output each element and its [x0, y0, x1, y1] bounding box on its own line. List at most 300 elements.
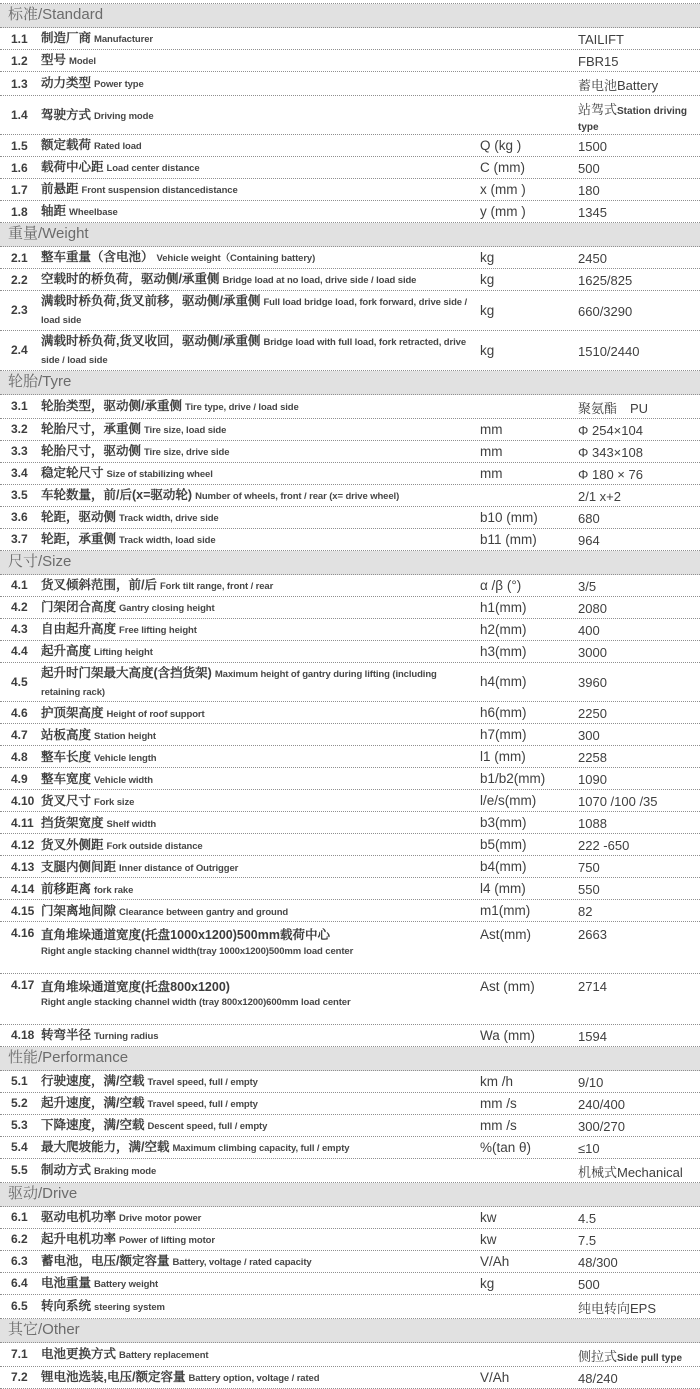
spec-row: [0, 1273, 700, 1295]
spec-row: [0, 663, 700, 703]
spec-section: [0, 1047, 700, 1183]
row-number: 5.2: [11, 1096, 28, 1111]
row-value-main: 1070 /100 /35: [578, 794, 658, 810]
row-number: 1.2: [11, 53, 28, 68]
row-label: [41, 814, 480, 832]
row-value: [578, 1296, 700, 1317]
row-value-main: 680: [578, 510, 600, 526]
row-value: [578, 487, 700, 504]
row-label-zh: 制造厂商: [41, 31, 92, 46]
row-unit: km /h: [480, 1073, 514, 1089]
row-number: 4.12: [11, 837, 35, 852]
row-unit: h7(mm): [480, 727, 527, 743]
row-value: [578, 443, 700, 460]
row-label-zh: 站板高度: [41, 727, 92, 742]
row-unit: h3(mm): [480, 643, 527, 659]
row-value-main: 2714: [578, 978, 607, 994]
row-unit: b1/b2(mm): [480, 771, 546, 787]
row-unit: Q (kg ): [480, 138, 522, 153]
row-number: 4.4: [11, 644, 28, 659]
row-unit: Ast(mm): [480, 927, 531, 943]
row-label-zh: 挡货架宽度: [41, 815, 104, 830]
row-value: [578, 902, 700, 919]
row-label-en: Turning radius: [94, 1031, 159, 1043]
row-value-main: 3000: [578, 644, 607, 660]
row-number: 4.18: [11, 1028, 35, 1043]
row-label-en: Right angle stacking channel width(tray 1000x1200)500mm load center: [41, 945, 354, 957]
row-label: [41, 1252, 480, 1270]
row-label-en: Tire size, drive side: [144, 446, 230, 458]
row-label-zh: 下降速度，满/空载: [41, 1118, 145, 1133]
row-value-main: 500: [578, 1276, 600, 1292]
row-number: 5.4: [11, 1140, 28, 1155]
row-label: [41, 704, 480, 722]
row-label-en: Free lifting height: [119, 624, 197, 636]
row-label-zh: 动力类型: [41, 76, 92, 91]
row-unit: h2(mm): [480, 621, 527, 637]
row-value: [578, 52, 700, 69]
row-value: [578, 1139, 700, 1156]
row-label-en: Vehicle weight（Containing battery): [156, 253, 316, 265]
row-value: [578, 396, 700, 417]
row-label-zh: 轮胎类型，驱动侧/承重侧: [41, 398, 182, 413]
row-number: 7.2: [11, 1370, 28, 1385]
row-unit: l4 (mm): [480, 881, 526, 897]
spec-row: [0, 1295, 700, 1319]
spec-row: [0, 1025, 700, 1047]
row-unit: kg: [480, 250, 495, 265]
row-unit: y (mm ): [480, 204, 526, 219]
row-label-zh: 前移距离: [41, 881, 92, 896]
row-unit: b3(mm): [480, 815, 527, 831]
spec-row: [0, 834, 700, 856]
row-label-en: Shelf width: [106, 818, 157, 830]
row-label-en: Track width, drive side: [119, 512, 219, 524]
spec-row: [0, 419, 700, 441]
row-label: [41, 158, 480, 176]
row-value-main: 聚氨酯 PU: [578, 400, 649, 416]
row-value: [578, 97, 700, 133]
row-label-zh: 支腿内侧间距: [41, 859, 117, 874]
spec-row: [0, 724, 700, 746]
row-number: 6.5: [11, 1299, 28, 1314]
section-rows: [0, 28, 700, 223]
row-label-zh: 轮胎尺寸，驱动侧: [41, 443, 142, 458]
row-label-zh: 货叉外侧距: [41, 837, 104, 852]
row-value-main: 300/270: [578, 1118, 625, 1134]
row-label-zh: 转向系统: [41, 1299, 92, 1314]
row-unit: mm: [480, 421, 503, 437]
row-label: [41, 1161, 480, 1179]
row-value: [578, 1275, 700, 1292]
row-label: [41, 29, 480, 47]
spec-row: [0, 974, 700, 1025]
row-value: [578, 159, 700, 176]
spec-section: [0, 1319, 700, 1389]
row-number: 4.10: [11, 793, 35, 808]
row-label: [41, 74, 480, 92]
row-label-en: Travel speed, full / empty: [147, 1099, 258, 1111]
spec-row: [0, 247, 700, 269]
row-label-en: Number of wheels, front / rear (x= drive wheel): [195, 490, 400, 502]
row-label-en: Station height: [94, 730, 156, 742]
row-label: [41, 726, 480, 744]
row-value: [578, 509, 700, 526]
row-label-en: Height of roof support: [106, 708, 205, 720]
row-value: [578, 249, 700, 266]
row-label-zh: 自由起升高度: [41, 621, 117, 636]
row-label-en: Inner distance of Outrigger: [119, 862, 239, 874]
row-label-zh: 驱动电机功率: [41, 1210, 117, 1225]
row-label-zh: 型号: [41, 53, 67, 68]
row-label: [41, 1026, 480, 1044]
spec-row: [0, 1207, 700, 1229]
row-number: 5.3: [11, 1118, 28, 1133]
row-value-main: 2/1 x+2: [578, 488, 622, 504]
row-value-main: 1088: [578, 816, 607, 832]
row-label-en: Gantry closing height: [119, 602, 215, 614]
row-number: 1.6: [11, 160, 28, 175]
row-number: 4.15: [11, 903, 35, 918]
row-label-en: fork rake: [94, 884, 134, 896]
row-value-main: 300: [578, 728, 600, 744]
row-label-en: Battery replacement: [119, 1350, 209, 1362]
row-unit: h1(mm): [480, 599, 527, 615]
row-label-zh: 制动方式: [41, 1163, 92, 1178]
row-label: [41, 442, 480, 460]
row-label-zh: 蓄电池，电压/额定容量: [41, 1254, 170, 1269]
row-label-zh: 货叉倾斜范围，前/后: [41, 577, 157, 592]
row-unit: x (mm ): [480, 182, 526, 197]
row-label-en: Battery weight: [94, 1279, 159, 1291]
row-value-small: Side pull type: [617, 1352, 683, 1364]
row-value-main: 222 -650: [578, 838, 630, 854]
row-unit: α /β (°): [480, 577, 522, 593]
row-label-en: Lifting height: [94, 646, 153, 658]
spec-section: [0, 371, 700, 551]
row-number: 6.3: [11, 1254, 28, 1269]
row-label: [41, 180, 480, 198]
row-label-en: Model: [69, 56, 96, 68]
row-value-main: FBR15: [578, 54, 619, 69]
row-unit: m1(mm): [480, 903, 531, 919]
row-label: [41, 1230, 480, 1248]
row-value: [578, 271, 700, 288]
row-value: [578, 1117, 700, 1134]
row-value: [578, 302, 700, 319]
row-label-zh: 门架闭合高度: [41, 599, 117, 614]
row-number: 4.6: [11, 705, 28, 720]
row-label-zh: 门架离地间隙: [41, 903, 117, 918]
row-value-main: 7.5: [578, 1232, 597, 1248]
row-label: [41, 978, 480, 1009]
spec-row: [0, 291, 700, 331]
row-value-main: 1594: [578, 1028, 607, 1044]
row-label-zh: 轮胎尺寸，承重侧: [41, 421, 142, 436]
row-unit: mm /s: [480, 1117, 517, 1133]
row-label-en: Vehicle width: [94, 774, 153, 786]
row-label-zh: 满载时桥负荷,货叉收回，驱动侧/承重侧: [41, 333, 261, 348]
row-value-main: 1510/2440: [578, 343, 640, 359]
row-number: 2.2: [11, 272, 28, 287]
row-label-zh: 整车长度: [41, 749, 92, 764]
row-value: [578, 1369, 700, 1386]
spec-row: [0, 1159, 700, 1183]
row-label-en: Bridge load with full load, fork retracted, drive side / load side: [41, 336, 467, 367]
row-unit: kg: [480, 1275, 495, 1291]
spec-row: [0, 1071, 700, 1093]
row-label-zh: 货叉尺寸: [41, 793, 92, 808]
row-unit: mm: [480, 465, 503, 481]
row-value-main: 750: [578, 860, 600, 876]
row-value-main: 400: [578, 622, 600, 638]
row-label: [41, 202, 480, 220]
row-label-zh: 最大爬坡能力，满/空载: [41, 1140, 170, 1155]
row-value: [578, 880, 700, 897]
row-label: [41, 136, 480, 154]
row-label-en: Battery, voltage / rated capacity: [172, 1257, 312, 1269]
row-label: [41, 880, 480, 898]
row-label-en: Front suspension distancedistance: [81, 185, 238, 197]
row-label: [41, 858, 480, 876]
row-label-zh: 车轮数量，前/后(x=驱动轮): [41, 487, 193, 502]
row-value: [578, 1344, 700, 1365]
row-label-zh: 起升高度: [41, 643, 92, 658]
row-value: [578, 1160, 700, 1181]
row-value-main: Φ 343×108: [578, 444, 643, 460]
row-label-zh: 电池更换方式: [41, 1347, 117, 1362]
row-value-main: 48/240: [578, 1370, 618, 1386]
row-number: 4.1: [11, 578, 28, 593]
row-unit: b4(mm): [480, 859, 527, 875]
spec-row: [0, 1367, 700, 1389]
row-unit: %(tan θ): [480, 1139, 532, 1155]
row-unit: Wa (mm): [480, 1027, 535, 1043]
spec-row: [0, 812, 700, 834]
row-number: 2.4: [11, 343, 28, 358]
row-unit: kg: [480, 302, 495, 318]
row-number: 4.9: [11, 771, 28, 786]
row-value: [578, 181, 700, 198]
row-unit: l/e/s(mm): [480, 793, 537, 809]
row-value: [578, 792, 700, 809]
row-value-main: 2258: [578, 750, 607, 766]
row-value-main: ≤10: [578, 1140, 600, 1156]
row-label: [41, 270, 480, 288]
row-value-main: 2080: [578, 600, 607, 616]
spec-row: [0, 507, 700, 529]
row-label: [41, 770, 480, 788]
row-label-en: Driving mode: [94, 110, 154, 122]
row-value: [578, 643, 700, 660]
row-label-en: Fork outside distance: [106, 840, 203, 852]
row-unit: V/Ah: [480, 1253, 510, 1269]
row-value: [578, 704, 700, 721]
spec-row: [0, 922, 700, 973]
row-label-zh: 转弯半径: [41, 1028, 92, 1043]
row-unit: C (mm): [480, 160, 525, 175]
row-label-zh: 直角堆垛通道宽度(托盘1000x1200)500mm载荷中心: [41, 928, 330, 943]
row-label: [41, 576, 480, 594]
spec-row: [0, 619, 700, 641]
spec-row: [0, 1115, 700, 1137]
row-value-main: 2450: [578, 251, 607, 266]
row-value-main: 2663: [578, 927, 607, 943]
row-number: 7.1: [11, 1347, 28, 1362]
row-value-main: 48/300: [578, 1254, 618, 1270]
row-label: [41, 1297, 480, 1315]
row-label-zh: 驾驶方式: [41, 107, 92, 122]
row-label: [41, 792, 480, 810]
spec-row: [0, 50, 700, 72]
row-label-en: Manufacturer: [94, 34, 153, 46]
row-value-small: Station driving type: [578, 106, 688, 133]
spec-row: [0, 331, 700, 371]
section-rows: [0, 1343, 700, 1389]
row-label-en: Maximum height of gantry during lifting (including retaining rack): [41, 668, 437, 698]
row-number: 4.11: [11, 815, 34, 830]
row-number: 3.3: [11, 444, 28, 459]
row-value-main: 纯电转向EPS: [578, 1300, 657, 1316]
row-value-main: 2250: [578, 706, 607, 722]
row-unit: b10 (mm): [480, 509, 538, 525]
row-label-en: Clearance between gantry and ground: [119, 906, 289, 918]
row-number: 6.4: [11, 1276, 28, 1291]
row-value-main: 1500: [578, 139, 607, 154]
row-number: 3.4: [11, 466, 28, 481]
row-value-main: 240/400: [578, 1096, 625, 1112]
row-label-en: Right angle stacking channel width (tray 800x1200)600mm load center: [41, 997, 351, 1009]
row-label-en: Size of stabilizing wheel: [106, 468, 213, 480]
row-label: [41, 1116, 480, 1134]
row-number: 4.7: [11, 727, 28, 742]
row-value: [578, 770, 700, 787]
row-label: [41, 248, 480, 266]
row-value: [578, 814, 700, 831]
row-value: [578, 342, 700, 359]
section-rows: [0, 1207, 700, 1319]
row-value-main: 蓄电池Battery: [578, 78, 659, 93]
row-value-main: 660/3290: [578, 303, 633, 319]
spec-row: [0, 856, 700, 878]
spec-row: [0, 900, 700, 922]
row-value: [578, 621, 700, 638]
row-value: [578, 1027, 700, 1044]
row-label: [41, 1368, 480, 1386]
row-label-zh: 额定载荷: [41, 138, 92, 153]
row-label-en: Tire type, drive / load side: [184, 401, 299, 413]
row-unit: l1 (mm): [480, 749, 526, 765]
row-value-main: 机械式Mechanical: [578, 1164, 683, 1180]
section-header: 轮胎/Tyre: [0, 371, 700, 395]
row-unit: V/Ah: [480, 1369, 510, 1385]
row-number: 3.2: [11, 422, 28, 437]
row-label-zh: 载荷中心距: [41, 160, 104, 175]
row-label: [41, 1072, 480, 1090]
row-label-zh: 行驶速度，满/空载: [41, 1074, 145, 1089]
row-label-zh: 起升速度，满/空载: [41, 1096, 145, 1111]
row-value: [578, 599, 700, 616]
section-header: 性能/Performance: [0, 1047, 700, 1071]
row-label: [41, 530, 480, 548]
row-unit: b11 (mm): [480, 531, 537, 547]
row-label-zh: 轮距，驱动侧: [41, 509, 117, 524]
row-value: [578, 421, 700, 438]
row-value: [578, 926, 700, 942]
spec-row: [0, 179, 700, 201]
spec-section: [0, 551, 700, 1047]
row-label-en: Drive motor power: [119, 1213, 202, 1225]
row-label-en: Track width, load side: [119, 534, 216, 546]
row-label-zh: 起升电机功率: [41, 1232, 117, 1247]
row-value: [578, 836, 700, 853]
spec-row: [0, 135, 700, 157]
row-number: 1.8: [11, 204, 28, 219]
row-value-main: Φ 254×104: [578, 422, 643, 438]
row-value: [578, 203, 700, 220]
section-rows: [0, 575, 700, 1047]
row-label-zh: 轮距，承重侧: [41, 531, 117, 546]
row-unit: kw: [480, 1231, 497, 1247]
row-number: 4.8: [11, 749, 28, 764]
spec-row: [0, 96, 700, 135]
row-label: [41, 902, 480, 920]
row-number: 5.1: [11, 1074, 28, 1089]
spec-row: [0, 1229, 700, 1251]
row-number: 3.1: [11, 399, 28, 414]
row-label-en: Full load bridge load, fork forward, drive side / load side: [41, 297, 468, 327]
row-label-zh: 锂电池选装,电压/额定容量: [41, 1370, 186, 1385]
spec-row: [0, 1343, 700, 1367]
spec-row: [0, 575, 700, 597]
spec-table: [0, 3, 700, 1389]
row-number: 3.6: [11, 510, 28, 525]
row-value: [578, 1253, 700, 1270]
row-label: [41, 508, 480, 526]
row-label-zh: 起升时门架最大高度(含挡货架): [41, 665, 212, 680]
spec-row: [0, 529, 700, 551]
row-value-main: 1090: [578, 772, 607, 788]
spec-row: [0, 269, 700, 291]
row-value: [578, 748, 700, 765]
row-value-main: 500: [578, 161, 600, 176]
row-value: [578, 1073, 700, 1090]
row-label: [41, 1094, 480, 1112]
row-number: 4.3: [11, 622, 28, 637]
row-label: [41, 332, 480, 369]
row-label-en: Braking mode: [94, 1166, 157, 1178]
row-value-main: 1625/825: [578, 273, 633, 288]
row-unit: h4(mm): [480, 674, 527, 690]
row-value: [578, 978, 700, 994]
row-label-en: Vehicle length: [94, 752, 157, 764]
row-unit: mm: [480, 443, 503, 459]
row-value: [578, 726, 700, 743]
row-value: [578, 1095, 700, 1112]
spec-row: [0, 1251, 700, 1273]
row-label: [41, 106, 480, 124]
row-label-zh: 满载时桥负荷,货叉前移，驱动侧/承重侧: [41, 294, 261, 308]
row-label-zh: 轴距: [41, 204, 67, 219]
row-value-main: 550: [578, 882, 600, 898]
row-number: 1.5: [11, 138, 28, 153]
section-rows: [0, 247, 700, 371]
row-label-en: Battery option, voltage / rated: [188, 1373, 320, 1385]
row-label: [41, 420, 480, 438]
row-number: 1.4: [11, 108, 28, 122]
row-label: [41, 51, 480, 69]
row-value-main: 180: [578, 183, 600, 198]
